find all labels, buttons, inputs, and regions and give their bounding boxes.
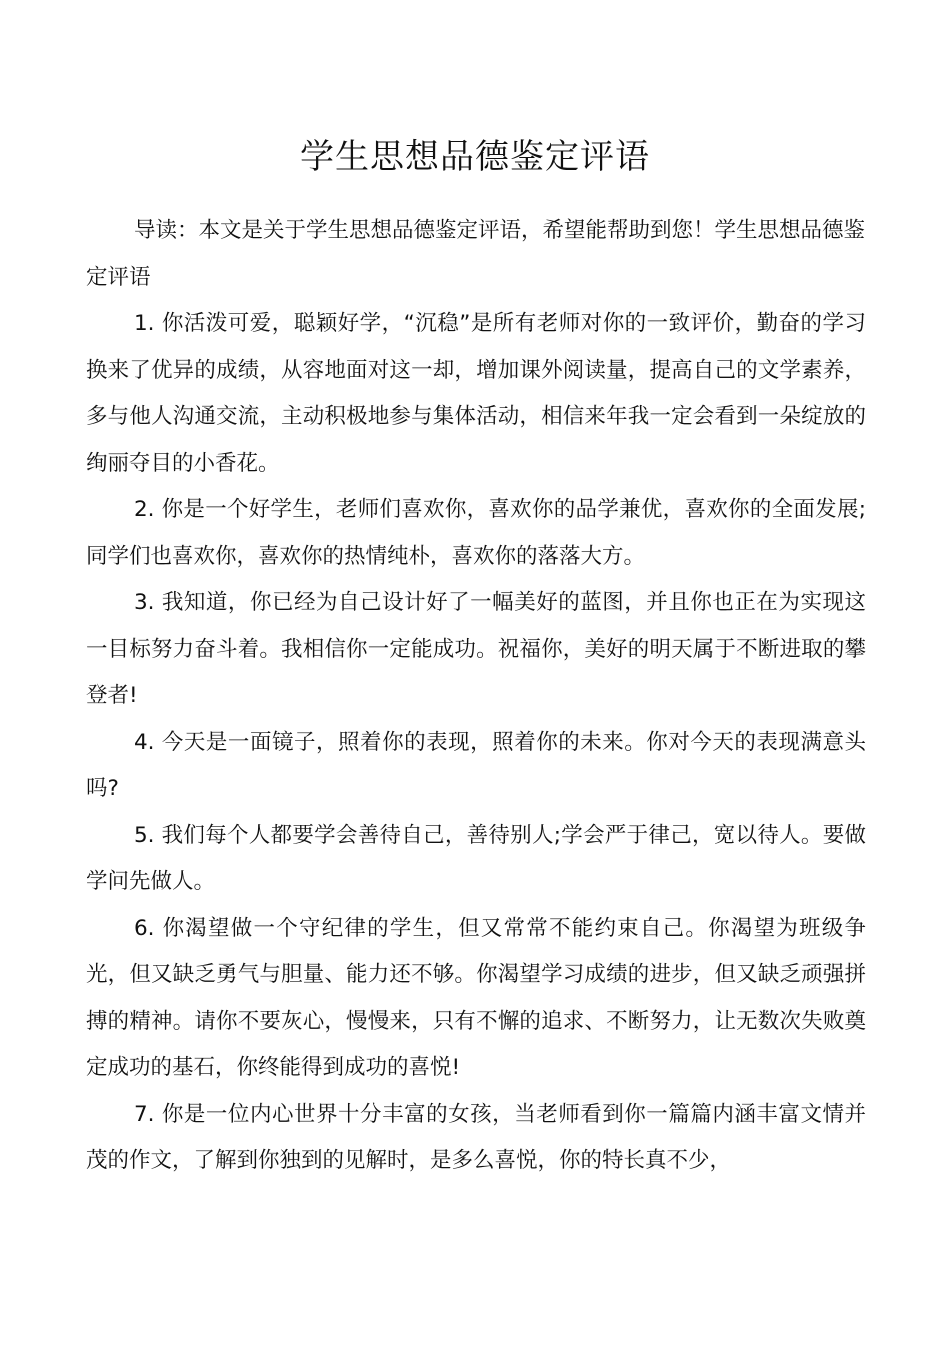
paragraph-2: 2. 你是一个好学生，老师们喜欢你，喜欢你的品学兼优，喜欢你的全面发展;同学们也喜欢你，喜欢你的热情纯朴，喜欢你的落落大方。 [86, 497, 866, 569]
document-body [86, 301, 866, 1185]
paragraph-4: 4. 今天是一面镜子，照着你的表现，照着你的未来。你对今天的表现满意头吗? [86, 729, 866, 801]
document-title: 学生思想品德鉴定评语 [300, 137, 650, 177]
paragraph-5: 5. 我们每个人都要学会善待自己，善待别人;学会严于律己，宽以待人。要做学问先做人。 [86, 822, 866, 894]
paragraph-6: 6. 你渴望做一个守纪律的学生，但又常常不能约束自己。你渴望为班级争光，但又缺乏勇气与胆量、能力还不够。你渴望学习成绩的进步，但又缺乏顽强拼搏的精神。请你不要灰心，慢慢来，只有不懈的追求、不断努力，让无数次失败奠定成功的基石，你终能得到成功的喜悦! [86, 915, 866, 1080]
paragraph-7: 7. 你是一位内心世界十分丰富的女孩，当老师看到你一篇篇内涵丰富文情并茂的作文，了解到你独到的见解时，是多么喜悦，你的特长真不少， [86, 1101, 866, 1173]
paragraph-3: 3. 我知道，你已经为自己设计好了一幅美好的蓝图，并且你也正在为实现这一目标努力奋斗着。我相信你一定能成功。祝福你，美好的明天属于不断进取的攀登者! [86, 590, 866, 708]
intro-heading-text: 学生思想品德鉴定评语 [86, 218, 866, 290]
intro-paragraph [86, 208, 866, 301]
paragraph-1: 1. 你活泼可爱，聪颖好学，“沉稳”是所有老师对你的一致评价，勤奋的学习换来了优异的成绩，从容地面对这一却，增加课外阅读量，提高自己的文学素养，多与他人沟通交流，主动积极地参与集体活动，相信来年我一定会看到一朵绽放的绚丽夺目的小香花。 [86, 311, 866, 476]
intro-lead-text: 导读：本文是关于学生思想品德鉴定评语，希望能帮助到您！ [134, 218, 715, 243]
